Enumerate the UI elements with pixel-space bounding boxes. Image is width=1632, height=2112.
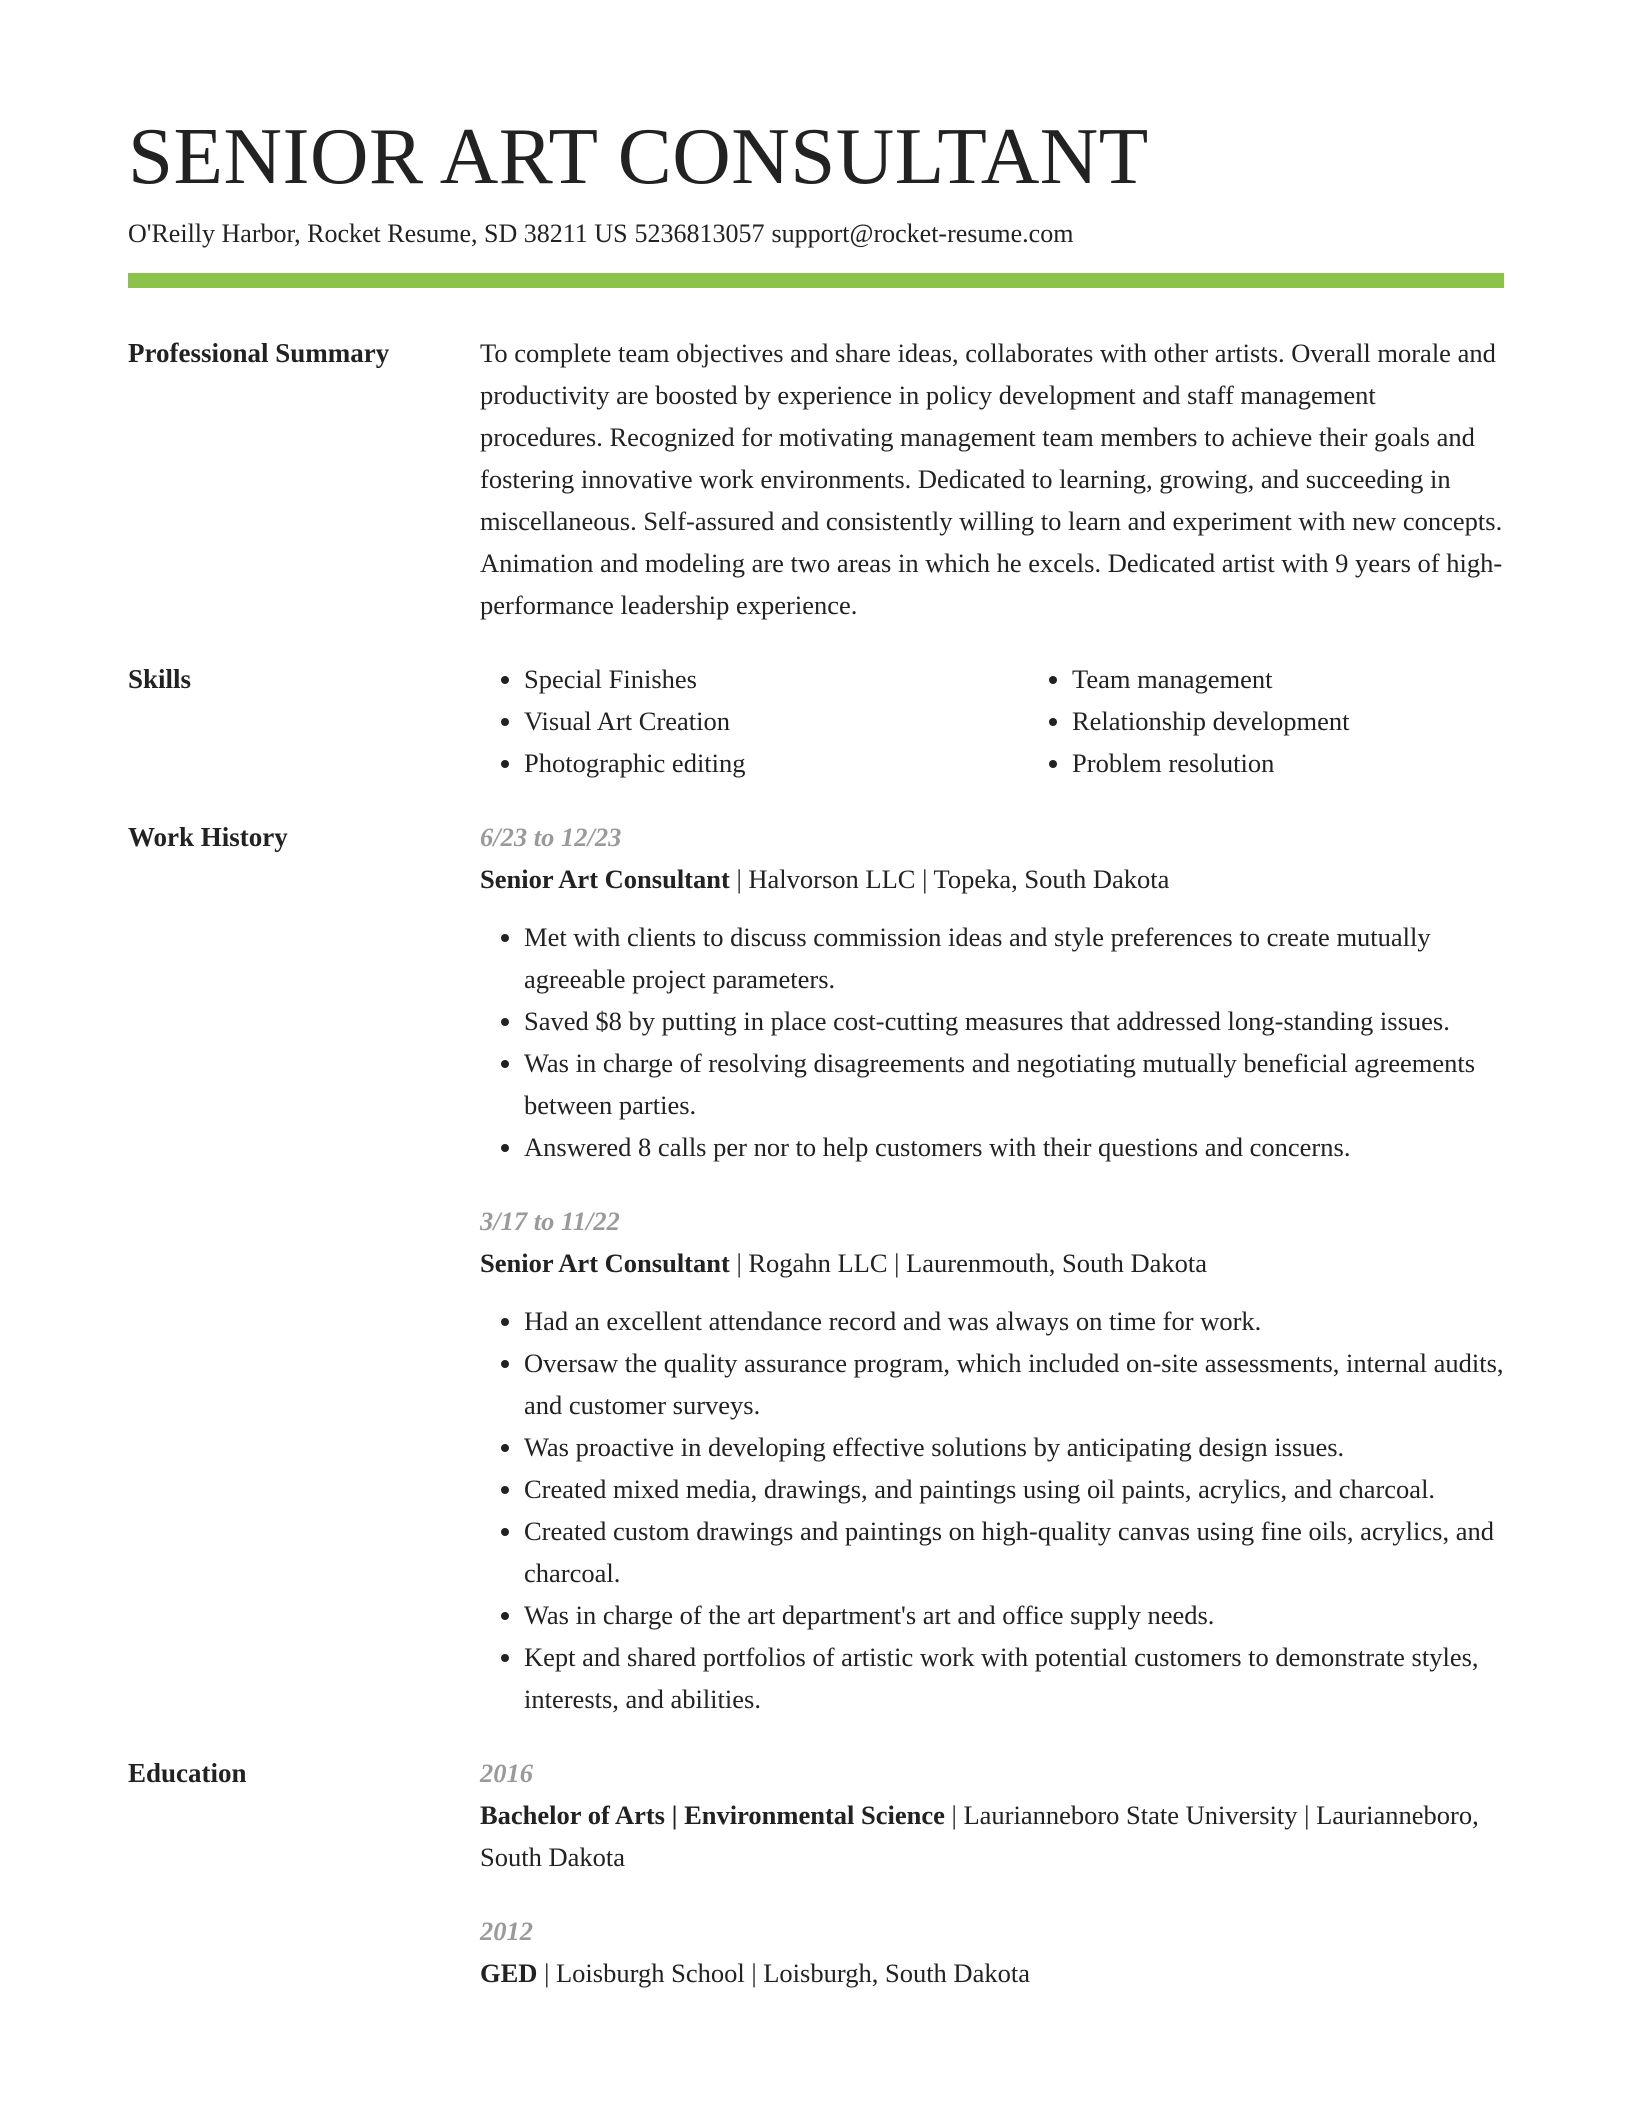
resume-name-heading: SENIOR ART CONSULTANT (128, 111, 1149, 201)
job-bullet: • Was proactive in developing effective solutions by anticipating design issues. (524, 1426, 1504, 1468)
skill-item: • Visual Art Creation (524, 700, 1028, 742)
job-bullet: • Was in charge of the art department's art and office supply needs. (524, 1594, 1504, 1636)
summary-label: Professional Summary (128, 337, 390, 368)
job-title-line (480, 858, 1504, 900)
job-entry (480, 816, 1504, 1168)
skill-item: • Special Finishes (524, 658, 1028, 700)
summary-section (128, 332, 1504, 626)
skills-section (128, 658, 1504, 784)
job-dates: 6/23 to 12/23 (480, 821, 622, 852)
education-degree: Bachelor of Arts | Environmental Science (480, 1799, 945, 1830)
job-bullet: • Was in charge of resolving disagreements and negotiating mutually beneficial agreements between parties. (524, 1042, 1504, 1126)
skills-column-left (480, 658, 1028, 784)
job-company-location: | Halvorson LLC | Topeka, South Dakota (729, 863, 1170, 894)
job-title: Senior Art Consultant (480, 863, 730, 894)
job-bullet: • Kept and shared portfolios of artistic work with potential customers to demonstrate styles, interests, and abilities. (524, 1636, 1504, 1720)
education-entry (480, 1752, 1504, 1878)
education-label: Education (128, 1757, 247, 1788)
contact-address: O'Reilly Harbor, Rocket Resume, SD 38211 US (128, 219, 628, 249)
job-bullet: • Had an excellent attendance record and was always on time for work. (524, 1300, 1504, 1342)
job-bullet: • Saved $8 by putting in place cost-cutting measures that addressed long-standing issues. (524, 1000, 1504, 1042)
job-dates: 3/17 to 11/22 (480, 1205, 620, 1236)
skill-item: • Problem resolution (1072, 742, 1576, 784)
education-school-location: | Laurianneboro State University | Laurianneboro, South Dakota (480, 1799, 1479, 1872)
contact-phone: 5236813057 (634, 219, 765, 249)
skills-label: Skills (128, 663, 192, 694)
education-year: 2012 (480, 1915, 533, 1946)
education-section (128, 1752, 1504, 1994)
header-divider (128, 273, 1504, 288)
job-bullets (480, 916, 1504, 1168)
education-line (480, 1794, 1504, 1878)
education-line (480, 1952, 1504, 1994)
skill-item: • Team management (1072, 658, 1576, 700)
skill-item: • Relationship development (1072, 700, 1576, 742)
job-entry (480, 1200, 1504, 1720)
work-history-section (128, 816, 1504, 1720)
skills-column-right (1028, 658, 1576, 784)
job-company-location: | Rogahn LLC | Laurenmouth, South Dakota (729, 1247, 1208, 1278)
job-bullet: • Answered 8 calls per nor to help customers with their questions and concerns. (524, 1126, 1504, 1168)
job-bullets (480, 1300, 1504, 1720)
contact-email: support@rocket-resume.com (771, 219, 1074, 249)
job-bullet: • Met with clients to discuss commission ideas and style preferences to create mutually agreeable project parameters. (524, 916, 1504, 1000)
job-title-line (480, 1242, 1504, 1284)
job-bullet: • Created mixed media, drawings, and paintings using oil paints, acrylics, and charcoal. (524, 1468, 1504, 1510)
job-title: Senior Art Consultant (480, 1247, 730, 1278)
resume-page (128, 110, 1504, 1994)
education-entry (480, 1910, 1504, 1994)
education-school-location: | Loisburgh School | Loisburgh, South Dakota (537, 1957, 1030, 1988)
skill-item: • Photographic editing (524, 742, 1028, 784)
job-bullet: • Oversaw the quality assurance program, which included on-site assessments, internal audits, and customer surveys. (524, 1342, 1504, 1426)
education-degree: GED (480, 1957, 538, 1988)
work-history-label: Work History (128, 821, 288, 852)
education-year: 2016 (480, 1757, 533, 1788)
contact-line (128, 217, 1504, 251)
summary-text: To complete team objectives and share ideas, collaborates with other artists. Overall morale and productivity are boosted by experience in policy development and staff management procedures. Recognized for motivating management team members to achieve their goals and fostering innovative work environments. Dedicated to learning, growing, and succeeding in miscellaneous. Self-assured and consistently willing to learn and experiment with new concepts. Animation and modeling are two areas in which he excels. Dedicated artist with 9 years of high-performance leadership experience. (480, 337, 1503, 620)
job-bullet: • Created custom drawings and paintings on high-quality canvas using fine oils, acrylics, and charcoal. (524, 1510, 1504, 1594)
skills-grid (480, 658, 1576, 784)
